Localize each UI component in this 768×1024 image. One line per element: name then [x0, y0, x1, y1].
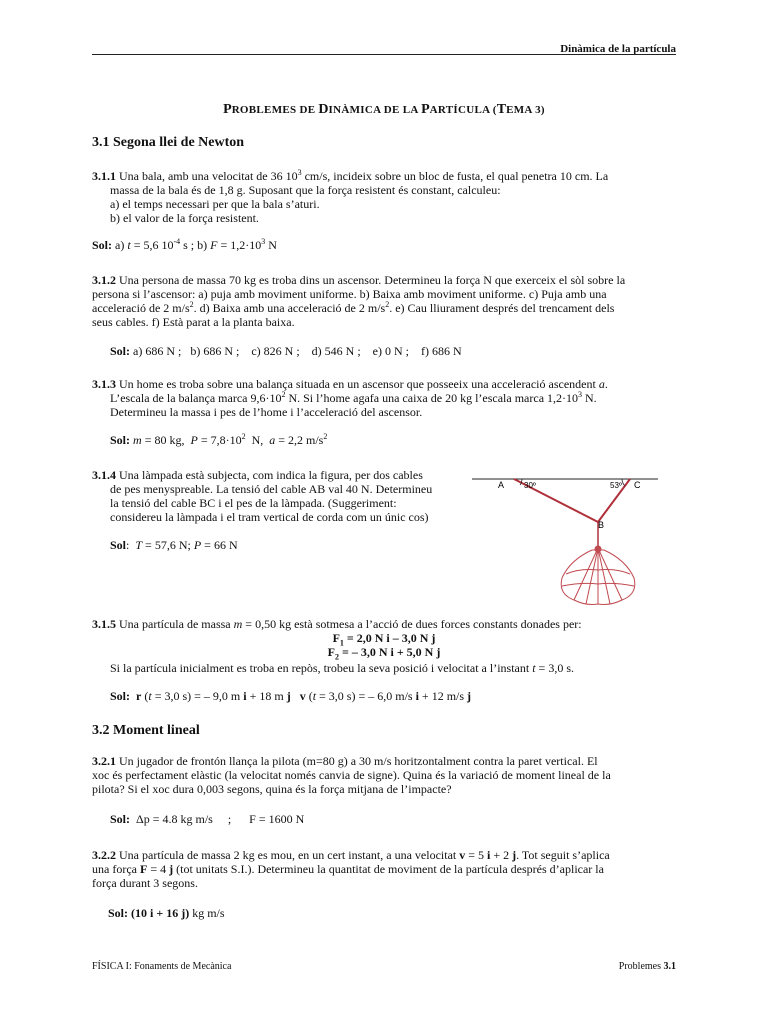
lamp-icon	[561, 546, 635, 605]
solution-3-1-3: Sol: m = 80 kg, $P = 7,8\cdot 10^2$ N, a = 2,2 $m/s^2$	[110, 432, 328, 447]
solution-3-1-2: Sol: a) 686 N ; b) 686 N ; c) 826 N ; d) 546 N ; e) 0 N ; f) 686 N	[110, 344, 462, 358]
problem-3-2-1: 3.2.1 Un jugador de frontón llança la pilota (m=80 g) a 30 m/s horitzontalment contra la paret vertical. El xoc és perfectament elàstic (la velocitat només canvia de signe). Quina és la variació de moment lineal de la pilota? Si el xoc dura 0,003 segons, quina és la força mitjana de l’impacte?	[92, 754, 611, 796]
problem-3-1-5-question: Si la partícula inicialment es troba en repòs, trobeu la seva posició i velocitat a l’instant t = 3,0 s.	[110, 661, 574, 675]
figure-label-b: B	[598, 520, 605, 530]
force-f1: $F_1 = 2,0$ N i – 3,0 N j	[332, 631, 436, 648]
problem-3-1-3: 3.1.3 Un home es troba sobre una balança situada en un ascensor que posseeix una acceleració ascendent a. L’escala de la balança marca $9,6\cdot 10^2$ N. Si l’home agafa una caixa de 20 kg l’escala marca $1,2\cdot 10^3$ N. Determineu la massa i pes de l’home i l’acceleració del ascensor.	[92, 377, 608, 419]
problem-3-1-4: 3.1.4 Una làmpada està subjecta, com indica la figura, per dos cables de pes menyspreable. La tensió del cable AB val 40 N. Determineu la tensió del cable BC i el pes de la làmpada. (Suggeriment: considereu la làmpada i el tram vertical de corda com un únic cos)	[92, 468, 433, 524]
problem-3-1-1: 3.1.1 Una bala, amb una velocitat de 36 $10^3$ cm/s, incideix sobre un bloc de fusta, el qual penetra 10 cm. La massa de la bala és de 1,8 g. Suposant que la força resistent és constant, calculeu: a) el temps necessari per que la bala s’aturi. b) el valor de la força resistent.	[92, 168, 609, 225]
footer-left: FÍSICA I: Fonaments de Mecànica	[92, 961, 232, 972]
solution-3-1-4: Sol: T = 57,6 N; P = 66 N	[110, 538, 238, 552]
solution-3-2-1: Sol: Δp = 4.8 kg m/s ; F = 1600 N	[110, 812, 305, 826]
solution-3-1-1: Sol: a) t = 5,6 $10^{-4}$ s ; b) $F = 1,2\cdot 10^3$ N	[92, 237, 277, 252]
problem-3-1-5: 3.1.5 Una partícula de massa m = 0,50 kg està sotmesa a l’acció de dues forces constants donades per:	[92, 617, 582, 631]
footer-right: Problemes 3.1	[618, 961, 676, 972]
solution-3-2-2: Sol: (10 i + 16 j) kg m/s	[108, 906, 225, 920]
figure-label-c: C	[634, 480, 641, 490]
section-heading-3-2: 3.2 Moment lineal	[92, 723, 200, 738]
header-rule	[92, 54, 676, 55]
running-header: Dinàmica de la partícula	[560, 43, 676, 55]
figure-angle-c: 53º	[610, 481, 622, 490]
page-title: PROBLEMES DE DINÀMICA DE LA PARTÍCULA (TEMA 3)	[223, 102, 545, 117]
figure-label-a: A	[498, 480, 505, 490]
lamp-cables-figure	[470, 470, 670, 610]
section-heading-3-1: 3.1 Segona llei de Newton	[92, 135, 245, 150]
problem-3-2-2: 3.2.2 Una partícula de massa 2 kg es mou, en un cert instant, a una velocitat v = 5 i + 2 j. Tot seguit s’aplica una força F = 4 j (tot unitats S.I.). Determineu la quantitat de moviment de la partícula després d’aplicar la força durant 3 segons.	[92, 848, 610, 890]
force-f2: $F_2$ = – 3,0 N i + 5,0 N j	[327, 645, 441, 662]
figure-angle-a: 30º	[524, 481, 536, 490]
problem-3-1-2: 3.1.2 Una persona de massa 70 kg es troba dins un ascensor. Determineu la força N que exerceix el sòl sobre la persona si l’ascensor: a) puja amb moviment uniforme. b) Baixa amb moviment uniforme. c) Puja amb una acceleració de 2 $m/s^2$. d) Baixa amb una acceleració de 2 $m/s^2$. e) Cau lliurament després del trencament dels seus cables. f) Està parat a la planta baixa.	[92, 273, 626, 329]
solution-3-1-5: Sol: r (t = 3,0 s) = – 9,0 m i + 18 m j v (t = 3,0 s) = – 6,0 m/s i + 12 m/s j	[110, 689, 472, 703]
